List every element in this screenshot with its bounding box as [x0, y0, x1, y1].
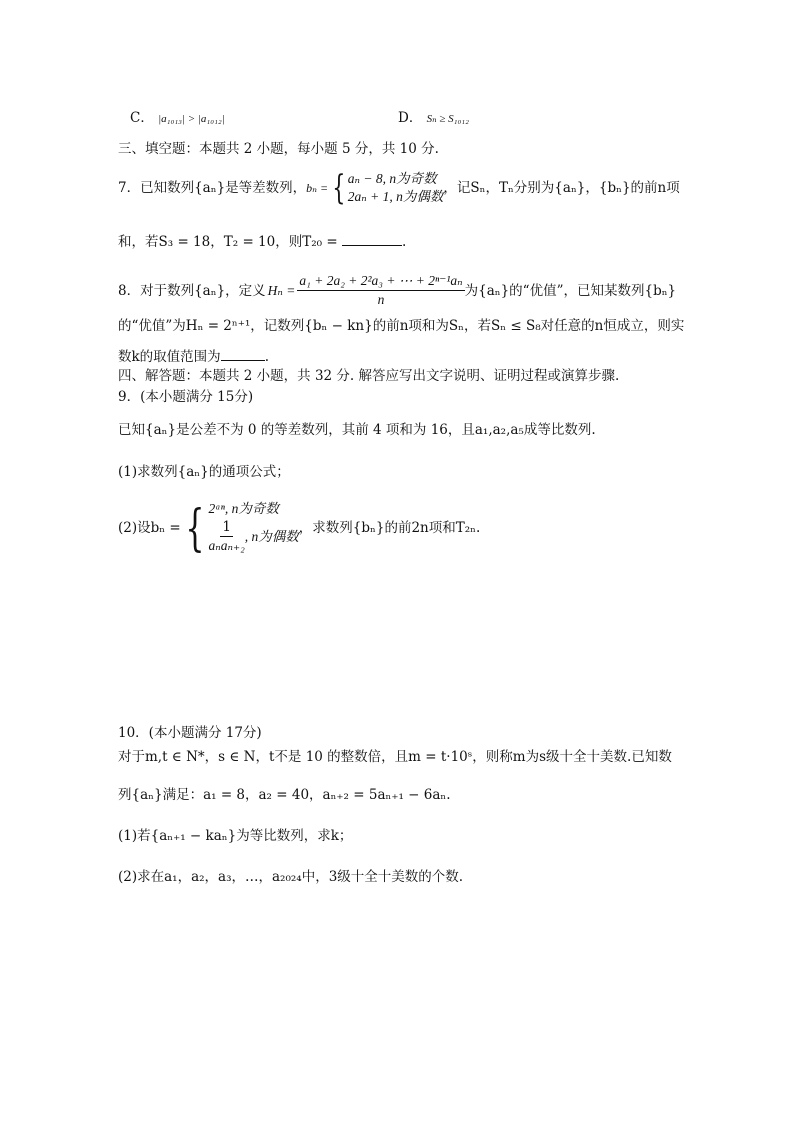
q10-stem2: 列{aₙ}满足：a₁ = 8，a₂ = 40，aₙ₊₂ = 5aₙ₊₁ − 6aₙ.	[118, 787, 451, 803]
q7-answer-blank[interactable]	[342, 231, 402, 246]
q9-case2-den: aₙaₙ₊₂	[208, 538, 245, 553]
option-d-expr: Sₙ ≥ S₁₀₁₂	[426, 113, 469, 125]
q8-text4: 数k的取值范围为	[118, 349, 221, 365]
q7-text1: 已知数列{aₙ}是等差数列，	[140, 180, 307, 196]
section3-heading: 三、填空题：本题共 2 小题，每小题 5 分，共 10 分.	[118, 141, 439, 157]
q8-line3	[118, 346, 269, 367]
q7-line1	[118, 170, 680, 206]
option-d-label: D．	[398, 110, 423, 126]
q8-end: .	[264, 349, 269, 365]
q10-part1: (1)若{aₙ₊₁ − kaₙ}为等比数列，求k；	[118, 828, 353, 844]
q8-fraction	[297, 272, 464, 309]
q8-line1	[118, 272, 676, 309]
q9-part2-prefix: (2)设bₙ =	[118, 519, 181, 536]
q8-hn: Hₙ =	[267, 282, 296, 298]
q7-case1: aₙ − 8, n为奇数	[347, 171, 437, 186]
q10-title: 10．(本小题满分 17分)	[118, 725, 262, 741]
q7-text3: 和，若S₃ = 18，T₂ = 10，则T₂₀ =	[118, 234, 338, 250]
q8-answer-blank[interactable]	[221, 346, 265, 361]
q7-number: 7．	[118, 180, 141, 196]
q7-text2: ，记Sₙ，Tₙ分别为{aₙ}，{bₙ}的前n项	[443, 180, 680, 196]
q8-text1: 对于数列{aₙ}，定义	[140, 282, 266, 299]
option-c-label: C．	[130, 110, 154, 126]
q9-stem: 已知{aₙ}是公差不为 0 的等差数列，其前 4 项和为 16，且a₁,a₂,a₅成等比数列.	[118, 422, 596, 438]
q8-frac-den: n	[377, 292, 385, 307]
q7-bn: bₙ =	[306, 181, 329, 195]
q9-part2	[118, 500, 480, 555]
section4-heading: 四、解答题：本题共 2 小题，共 32 分. 解答应写出文字说明、证明过程或演算步骤.	[118, 368, 620, 384]
q7-line2	[118, 231, 406, 252]
q8-line2: 的“优值”为Hₙ = 2ⁿ⁺¹，记数列{bₙ − kn}的前n项和为Sₙ，若Sₙ ≤ S₈对任意的n恒成立，则实	[118, 318, 685, 334]
q9-part1: (1)求数列{aₙ}的通项公式；	[118, 464, 290, 480]
q7-end: .	[401, 234, 407, 250]
q8-frac-num: a₁ + 2a₂ + 2²a₃ + ⋯ + 2ⁿ⁻¹aₙ	[297, 272, 464, 291]
option-c-expr: |a₁₀₁₃| > |a₁₀₁₂|	[158, 113, 225, 125]
q9-title: 9．(本小题满分 15分)	[118, 389, 254, 405]
q7-brace: {	[332, 168, 346, 208]
q10-part2: (2)求在a₁，a₂，a₃，…，a₂₀₂₄中，3级十全十美数的个数.	[118, 869, 464, 885]
q9-case1: 2ᵃⁿ, n为奇数	[208, 501, 279, 516]
option-d	[398, 108, 469, 129]
q7-cases	[348, 170, 444, 206]
q9-brace: {	[185, 498, 205, 557]
option-c	[130, 108, 225, 129]
q9-case2-num: 1	[222, 519, 231, 535]
q9-cases	[209, 500, 299, 555]
q9-case2-suffix: , n为偶数	[244, 528, 299, 544]
q10-stem1: 对于m,t ∈ N*，s ∈ N，t不是 10 的整数倍，且m = t·10ˢ，则称m为s级十全十美数.已知数	[118, 749, 672, 765]
q7-case2: 2aₙ + 1, n为偶数	[347, 189, 444, 204]
q9-case2-fraction	[209, 518, 245, 555]
q8-number: 8．	[118, 282, 141, 299]
q9-part2-suffix: ，求数列{bₙ}的前2n项和T₂ₙ.	[298, 519, 481, 536]
q8-text2: 为{aₙ}的“优值”，已知某数列{bₙ}	[464, 282, 677, 299]
